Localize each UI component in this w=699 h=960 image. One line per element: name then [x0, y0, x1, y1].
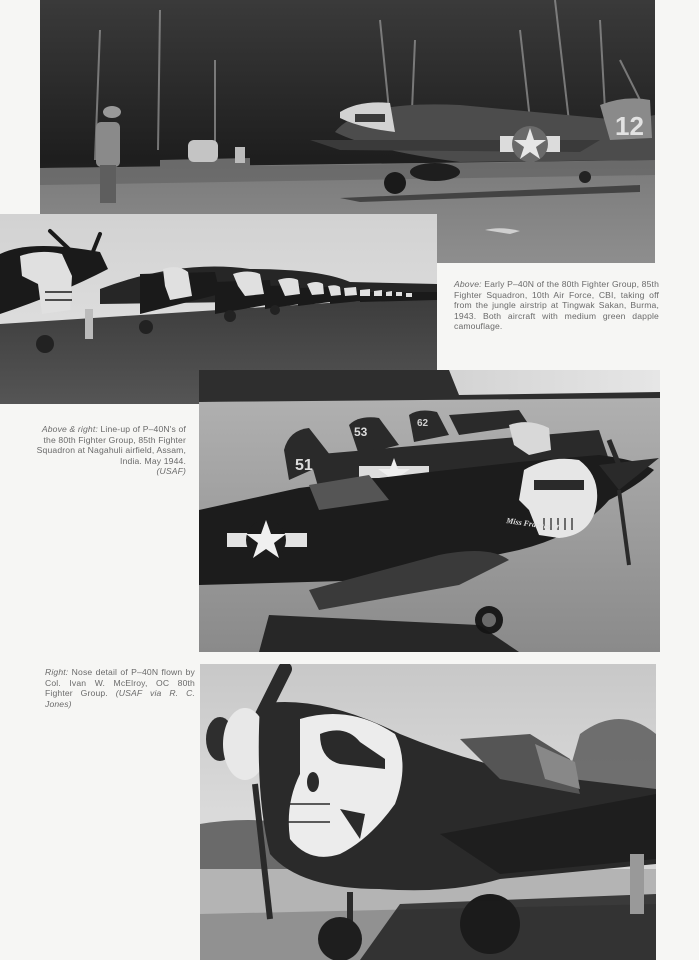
photo-3-image: [199, 370, 660, 652]
caption-above-text: Early P–40N of the 80th Fighter Group, 85th Fighter Squadron, 10th Air Force, CBI, taking off from the jungle airstrip at Tingwak Sakan, Burma, 1943. Both aircraft with medium green dapple camouflage.: [454, 279, 659, 332]
caption-right-credit: (USAF via R. C. Jones): [45, 688, 195, 709]
caption-above-lead: Above:: [454, 279, 482, 289]
caption-right: [45, 667, 195, 709]
photo-lineup-miss-frances: [199, 370, 660, 652]
aircraft-number-51: 51: [295, 457, 313, 474]
caption-above-right: [36, 424, 186, 477]
aircraft-number-62: 62: [417, 418, 429, 429]
caption-above-right-text: Line-up of P–40N's of the 80th Fighter Group, 85th Fighter Squadron at Nagahuli airfield, Assam, India. May 1944.: [36, 424, 186, 466]
caption-right-text: Nose detail of P–40N flown by Col. Ivan W. McElroy, OC 80th Fighter Group.: [45, 667, 195, 699]
caption-above: [454, 279, 659, 332]
tail-number-12: 12: [615, 111, 644, 141]
caption-above-right-credit: (USAF): [156, 466, 186, 477]
nose-name-miss-frances: Miss Frances II: [505, 516, 560, 533]
caption-above-right-lead: Above & right:: [41, 424, 98, 434]
caption-right-lead: Right:: [45, 667, 69, 677]
photo-nose-detail-mcelroy: [200, 664, 656, 960]
photo-4-image: [200, 664, 656, 960]
aircraft-number-53: 53: [354, 425, 368, 439]
